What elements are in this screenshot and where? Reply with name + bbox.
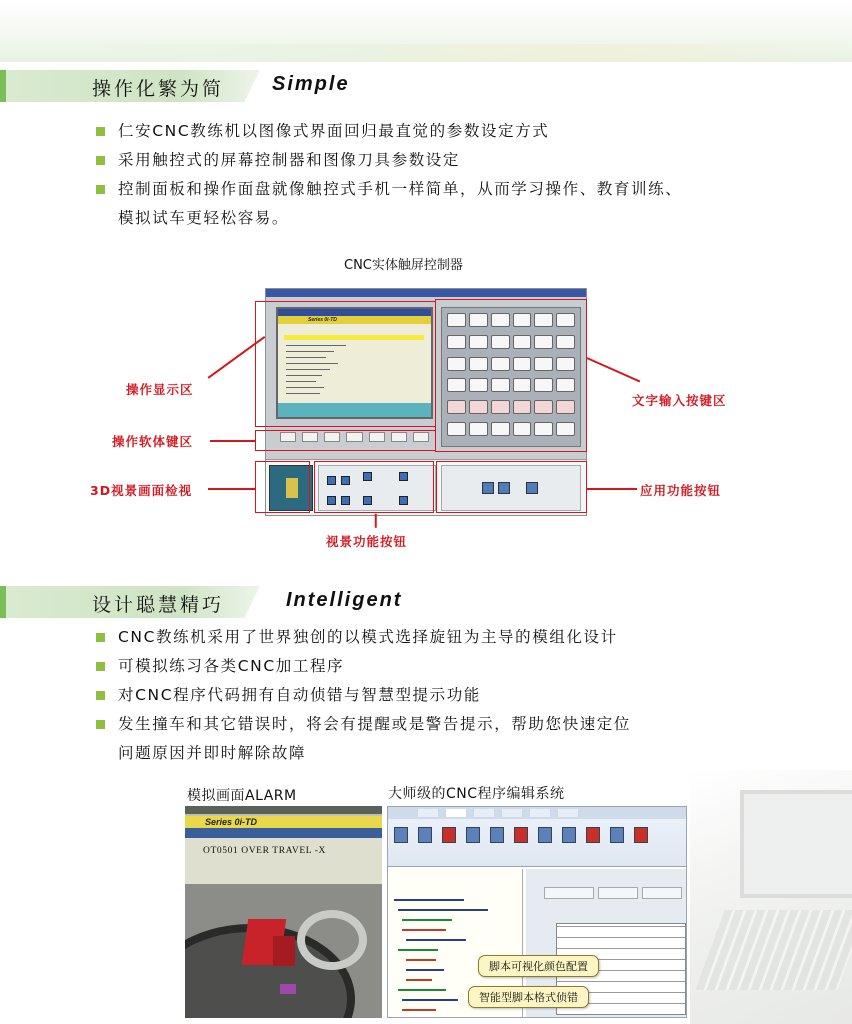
list-item-text: 仁安CNC教练机以图像式界面回归最直觉的参数设定方式 — [118, 122, 550, 140]
display-area-outline — [255, 301, 436, 427]
callout-display-area: 操作显示区 — [126, 382, 194, 397]
bullet-square-icon — [96, 691, 105, 700]
list-item — [96, 652, 631, 681]
3d-view-outline — [255, 461, 310, 513]
side-tab[interactable] — [544, 887, 594, 899]
code-line — [402, 1009, 436, 1011]
top-decorative-strip — [0, 0, 852, 62]
section-header-intelligent — [0, 586, 460, 618]
section-title-en: Simple — [272, 73, 350, 95]
list-item — [96, 146, 682, 175]
alarm-series-label: Series 0i-TD — [185, 816, 382, 828]
feature-list-simple — [96, 117, 682, 233]
callout-3d-view: 3D视景画面检视 — [90, 483, 193, 498]
list-item — [96, 681, 631, 710]
tooltip-syntax-check: 智能型脚本格式侦错 — [468, 986, 589, 1008]
editor-tab[interactable] — [474, 809, 494, 817]
section-title-cn: 操作化繁为简 — [92, 78, 225, 100]
bullet-square-icon — [96, 633, 105, 642]
bullet-square-icon — [96, 720, 105, 729]
code-line — [406, 969, 444, 971]
softkey-area-outline — [255, 430, 436, 451]
code-line — [398, 989, 446, 991]
editor-ribbon-buttons — [388, 819, 686, 851]
list-item-text: 对CNC程序代码拥有自动侦错与智慧型提示功能 — [118, 686, 481, 704]
code-line — [398, 909, 488, 911]
tooltip-syntax-colors: 脚本可视化颜色配置 — [478, 955, 599, 977]
code-line — [406, 959, 436, 961]
section-header-accent — [0, 586, 6, 618]
view-buttons-outline — [314, 461, 434, 513]
save-icon[interactable] — [418, 827, 432, 843]
ribbon-tool-icon[interactable] — [490, 827, 504, 843]
callout-connector — [208, 488, 256, 490]
ribbon-tool-icon[interactable] — [586, 827, 600, 843]
list-item-text: 采用触控式的屏幕控制器和图像刀具参数设定 — [118, 151, 461, 169]
callout-softkey-area: 操作软体键区 — [112, 434, 194, 449]
editor-tab[interactable] — [558, 809, 578, 817]
code-line — [406, 979, 432, 981]
list-item — [96, 117, 682, 146]
alarm-message-panel — [185, 838, 382, 884]
machining-3d-scene — [185, 884, 382, 1018]
code-line — [402, 999, 458, 1001]
feature-list-intelligent — [96, 623, 631, 768]
bullet-square-icon — [96, 127, 105, 136]
bullet-square-icon — [96, 185, 105, 194]
code-line — [402, 929, 446, 931]
section-header-accent — [0, 70, 6, 102]
keypad-area-outline — [435, 299, 587, 452]
list-item-text: CNC教练机采用了世界独创的以模式选择旋钮为主导的模组化设计 — [118, 628, 618, 646]
app-buttons-outline — [436, 461, 587, 513]
section-header-simple — [0, 70, 420, 102]
code-line — [402, 919, 452, 921]
editor-ribbon — [388, 807, 686, 867]
list-item-text: 发生撞车和其它错误时，将会有提醒或是警告提示，帮助您快速定位 — [118, 715, 632, 733]
ribbon-tool-icon[interactable] — [634, 827, 648, 843]
list-item — [96, 175, 682, 233]
callout-view-buttons: 视景功能按钮 — [326, 534, 408, 549]
callout-connector — [587, 357, 641, 382]
bullet-square-icon — [96, 156, 105, 165]
ribbon-tool-icon[interactable] — [538, 827, 552, 843]
laptop-decoration — [690, 770, 852, 1024]
code-line — [406, 939, 466, 941]
workpiece-marker — [280, 984, 296, 994]
list-item-continuation: 问题原因并即时解除故障 — [118, 744, 307, 762]
bullet-square-icon — [96, 662, 105, 671]
figure-caption-controller: CNC实体触屏控制器 — [344, 258, 463, 273]
list-item — [96, 623, 631, 652]
section-title-en: Intelligent — [286, 589, 403, 611]
alarm-topbar — [185, 806, 382, 814]
ribbon-tool-icon[interactable] — [466, 827, 480, 843]
callout-app-buttons: 应用功能按钮 — [640, 483, 722, 498]
list-item-text: 可模拟练习各类CNC加工程序 — [118, 657, 345, 675]
side-tab[interactable] — [598, 887, 638, 899]
ribbon-tool-icon[interactable] — [610, 827, 624, 843]
callout-connector — [375, 514, 377, 528]
callout-connector — [210, 440, 256, 442]
figure-caption-editor: 大师级的CNC程序编辑系统 — [388, 786, 565, 802]
code-line — [398, 949, 438, 951]
close-file-icon[interactable] — [442, 827, 456, 843]
editor-tabs — [388, 807, 686, 819]
spindle-ring — [297, 910, 367, 970]
callout-connector — [587, 488, 637, 490]
editor-tab[interactable] — [418, 809, 438, 817]
alarm-screenshot — [185, 806, 382, 1018]
editor-tab[interactable] — [530, 809, 550, 817]
display-series-label: Series 0i-TD — [278, 316, 431, 324]
ribbon-tool-icon[interactable] — [562, 827, 576, 843]
side-tab[interactable] — [642, 887, 682, 899]
alarm-message: OT0501 OVER TRAVEL -X — [203, 846, 326, 856]
controller-titlebar — [266, 289, 586, 297]
figure-caption-alarm: 模拟画面ALARM — [187, 788, 297, 804]
list-item-continuation: 模拟试车更轻松容易。 — [118, 209, 290, 227]
section-title-cn: 设计聪慧精巧 — [92, 594, 225, 616]
list-item — [96, 710, 631, 768]
list-item-text: 控制面板和操作面盘就像触控式手机一样简单，从而学习操作、教育训练、 — [118, 180, 683, 198]
code-line — [394, 899, 464, 901]
callout-text-input: 文字输入按键区 — [632, 393, 727, 408]
chuck-jaw — [273, 936, 295, 966]
alarm-title-bar — [185, 828, 382, 838]
editor-tab[interactable] — [446, 809, 466, 817]
ribbon-tool-icon[interactable] — [514, 827, 528, 843]
new-file-icon[interactable] — [394, 827, 408, 843]
editor-tab[interactable] — [502, 809, 522, 817]
